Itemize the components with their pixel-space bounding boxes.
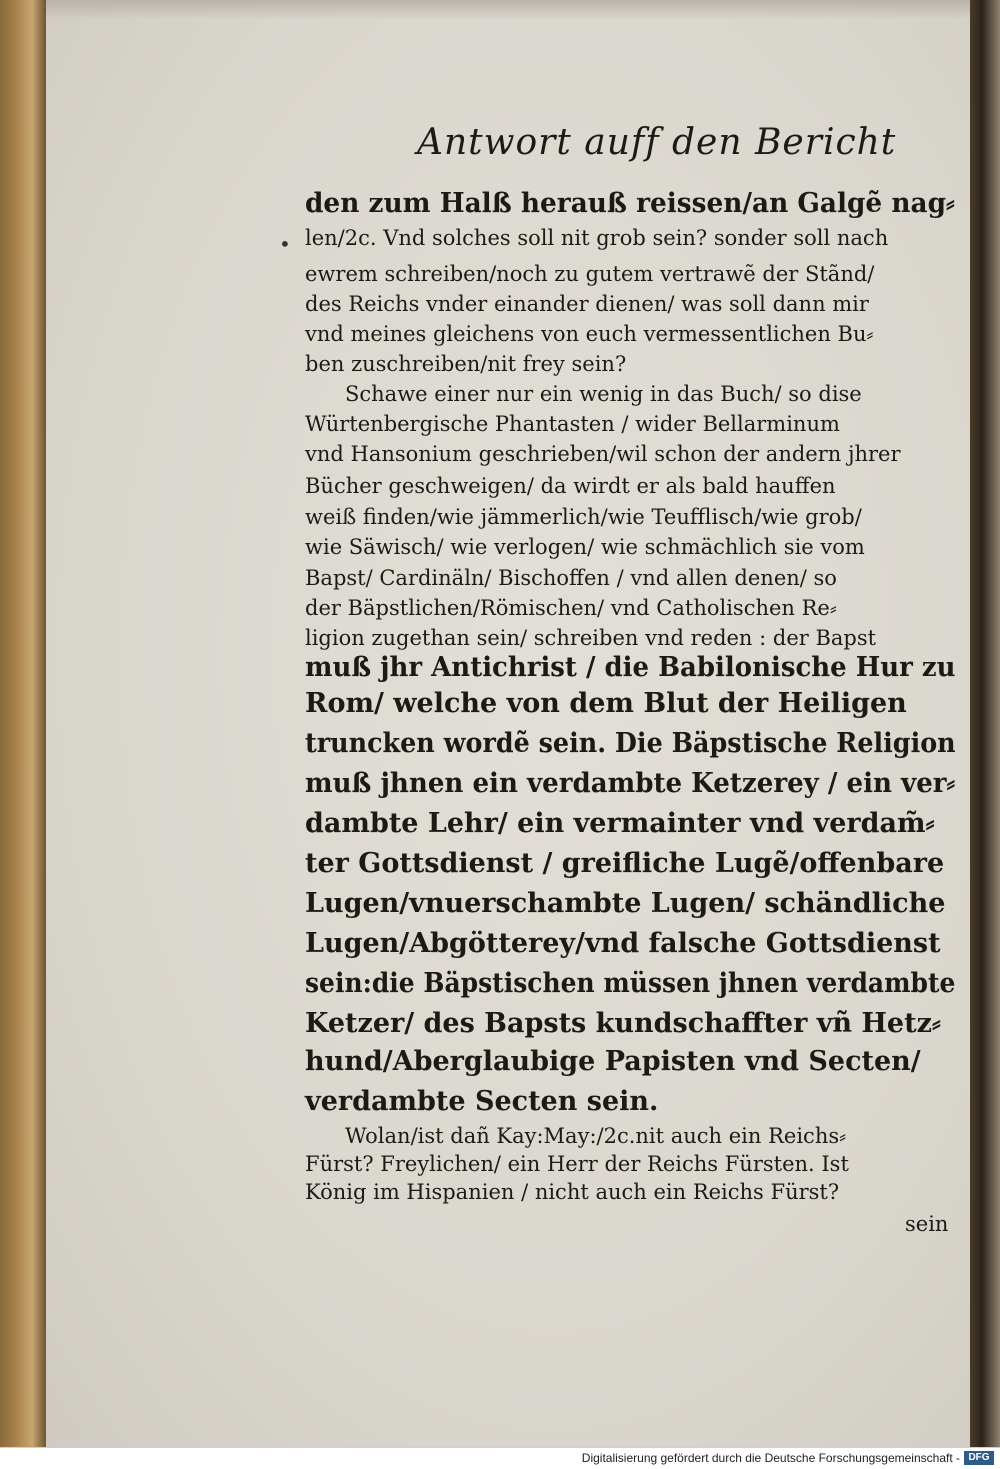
text-line: ewrem schreiben/noch zu gutem vertrawẽ der Stãnd/ [305,262,875,286]
text-line: Ketzer/ des Bapsts kundschaffter vñ Hetz⸗ [305,1008,941,1039]
text-line: Bapst/ Cardinäln/ Bischoffen / vnd allen denen/ so [305,566,837,590]
running-head: Antwort auff den Bericht [417,122,897,163]
text-line: truncken wordẽ sein. Die Bäpstische Religion [305,728,956,759]
text-line: Bücher geschweigen/ da wirdt er als bald hauffen [305,474,836,498]
dfg-logo-icon: DFG [964,1451,994,1465]
text-line: Würtenbergische Phantasten / wider Bellarminum [305,412,840,436]
text-line: ter Gottsdienst / greifliche Lugẽ/offenbare [305,848,945,879]
text-line: Rom/ welche von dem Blut der Heiligen [305,688,907,719]
text-line: dambte Lehr/ ein vermainter vnd verdam̃⸗ [305,808,935,839]
text-line: muß jhnen ein verdambte Ketzerey / ein ver⸗ [305,768,956,799]
book-edge-right [970,0,1000,1448]
footer-credit: Digitalisierung gefördert durch die Deutsche Forschungsgemeinschaft - [581,1451,960,1465]
margin-mark: • [279,232,291,256]
text-line: verdambte Secten sein. [305,1086,659,1117]
text-line: Schawe einer nur ein wenig in das Buch/ so dise [345,382,862,406]
text-line: ben zuschreiben/nit frey sein? [305,352,627,376]
text-line: wie Säwisch/ wie verlogen/ wie schmächlich sie vom [305,535,865,559]
text-line: Lugen/Abgötterey/vnd falsche Gottsdienst [305,928,941,959]
text-line: den zum Halß herauß reissen/an Galgẽ nag⸗ [305,188,955,219]
text-line: hund/Aberglaubige Papisten vnd Secten/ [305,1046,921,1077]
footer-bar [0,1447,1000,1469]
text-line: weiß finden/wie jämmerlich/wie Teufflisch/wie grob/ [305,505,862,529]
text-line: Wolan/ist dañ Kay:May:/2c.nit auch ein Reichs⸗ [345,1124,847,1148]
book-edge-left [0,0,46,1448]
text-line: des Reichs vnder einander dienen/ was soll dann mir [305,292,869,316]
text-line: vnd Hansonium geschrieben/wil schon der andern jhrer [305,442,901,466]
text-line: ligion zugethan sein/ schreiben vnd reden : der Bapst [305,626,877,650]
text-line: der Bäpstlichen/Römischen/ vnd Catholischen Re⸗ [305,596,837,620]
text-line: vnd meines gleichens von euch vermessentlichen Bu⸗ [305,322,874,346]
text-line: Fürst? Freylichen/ ein Herr der Reichs Fürsten. Ist [305,1152,849,1176]
text-line: Lugen/vnuerschambte Lugen/ schändliche [305,888,946,919]
text-line: sein:die Bäpstischen müssen jhnen verdambte [305,968,956,999]
text-line: muß jhr Antichrist / die Babilonische Hur zu [305,652,956,683]
text-line: len/2c. Vnd solches soll nit grob sein? sonder soll nach [305,226,889,250]
text-block [305,0,955,1448]
catchword: sein [905,1212,949,1236]
text-line: König im Hispanien / nicht auch ein Reichs Fürst? [305,1180,840,1204]
